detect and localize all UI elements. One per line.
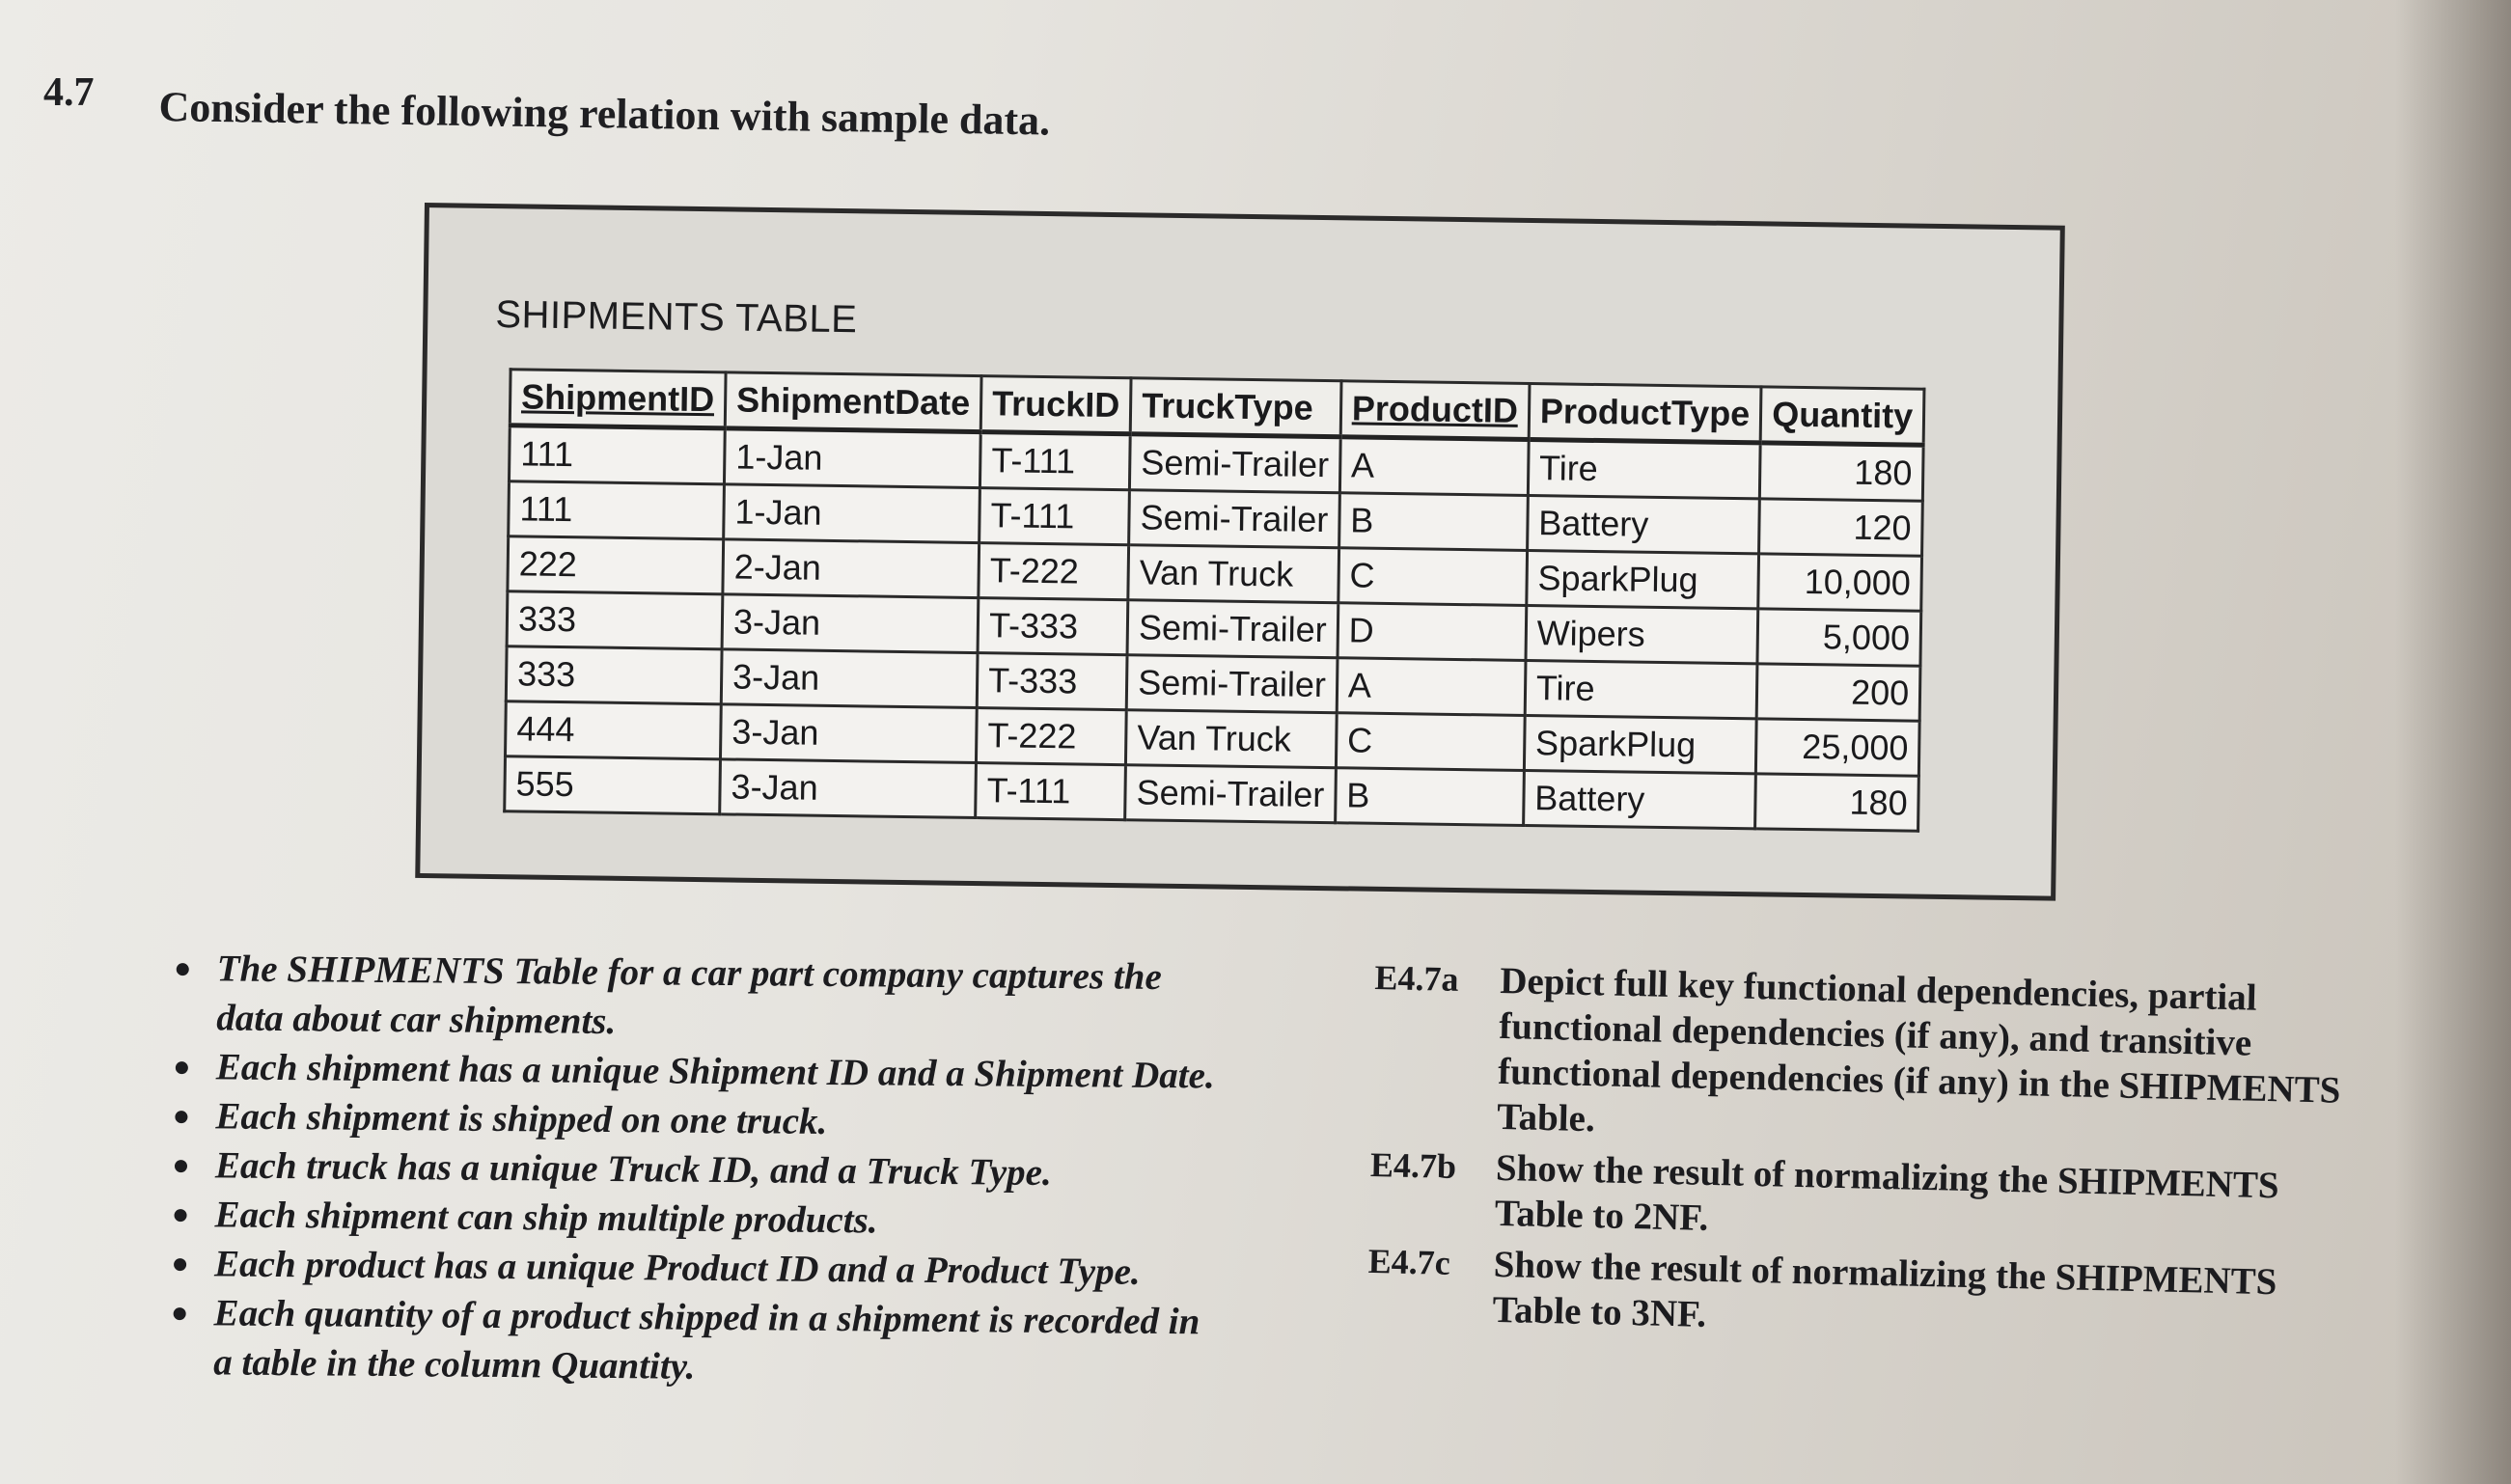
requirements-list xyxy=(165,944,1230,1396)
table-cell: 3-Jan xyxy=(722,594,979,653)
column-header: ProductID xyxy=(1340,381,1530,440)
table-cell: A xyxy=(1339,437,1529,496)
table-cell: D xyxy=(1338,603,1527,661)
column-header: ShipmentID xyxy=(510,370,726,428)
question-text: Show the result of normalizing the SHIPMENTS Table to 3NF. xyxy=(1492,1243,2277,1335)
table-cell: T-222 xyxy=(977,708,1127,765)
question-id: E4.7c xyxy=(1367,1241,1451,1282)
list-item: The SHIPMENTS Table for a car part company captures the data about car shipments. xyxy=(168,944,1230,1052)
table-cell: 180 xyxy=(1760,443,1924,501)
table-cell: 111 xyxy=(509,426,725,484)
table-cell: T-333 xyxy=(977,653,1127,710)
table-cell: 111 xyxy=(509,481,725,539)
table-cell: 25,000 xyxy=(1756,719,1920,776)
table-cell: Semi-Trailer xyxy=(1125,765,1336,823)
column-header: ShipmentDate xyxy=(725,372,981,432)
table-cell: 1-Jan xyxy=(724,484,980,543)
table-cell: 555 xyxy=(505,756,721,814)
table-cell: Tire xyxy=(1528,439,1760,498)
question-item xyxy=(1368,1142,2364,1255)
table-cell: B xyxy=(1338,493,1528,551)
table-cell: Van Truck xyxy=(1128,545,1338,603)
column-header: TruckType xyxy=(1130,378,1340,437)
exercise-title: Consider the following relation with sample data. xyxy=(158,82,1051,145)
table-cell: SparkPlug xyxy=(1524,715,1756,773)
table-cell: T-111 xyxy=(980,488,1130,545)
question-text: Show the result of normalizing the SHIPMENTS Table to 2NF. xyxy=(1494,1146,2280,1239)
table-cell: 2-Jan xyxy=(723,539,980,598)
table-cell: T-111 xyxy=(980,432,1130,490)
table-cell: Battery xyxy=(1527,495,1759,553)
question-item xyxy=(1371,955,2369,1159)
table-cell: T-111 xyxy=(976,763,1126,820)
list-item: Each shipment has a unique Shipment ID and a Shipment Date. xyxy=(168,1042,1229,1101)
table-cell: 444 xyxy=(505,701,721,759)
page-edge-shadow xyxy=(2395,0,2511,1484)
list-item: Each product has a unique Product ID and a Product Type. xyxy=(166,1239,1228,1298)
table-cell: Semi-Trailer xyxy=(1126,655,1337,713)
shipments-table xyxy=(503,368,1925,832)
exercise-number: 4.7 xyxy=(43,70,95,115)
table-cell: A xyxy=(1337,658,1526,716)
list-item: Each shipment is shipped on one truck. xyxy=(167,1091,1228,1150)
question-text: Depict full key functional dependencies, partial functional dependencies (if any), and transitive functional dependencies (if any) in the SHIPMENTS Table. xyxy=(1496,959,2341,1140)
table-cell: 200 xyxy=(1756,664,1920,721)
table-cell: Semi-Trailer xyxy=(1127,600,1338,658)
question-item xyxy=(1366,1239,2362,1352)
table-cell: C xyxy=(1336,713,1525,771)
exercise-questions xyxy=(1366,955,2369,1358)
table-cell: T-222 xyxy=(979,543,1129,600)
table-cell: Tire xyxy=(1525,660,1757,718)
column-header: Quantity xyxy=(1760,387,1924,445)
table-cell: B xyxy=(1335,768,1524,826)
column-header: TruckID xyxy=(980,376,1131,434)
table-cell: Wipers xyxy=(1526,605,1758,663)
list-item: Each quantity of a product shipped in a shipment is recorded in a table in the column Quantity. xyxy=(165,1288,1228,1396)
table-cell: 3-Jan xyxy=(721,649,978,708)
table-cell: C xyxy=(1338,548,1528,606)
table-cell: 333 xyxy=(506,646,722,704)
shipments-table-box xyxy=(415,203,2065,901)
table-cell: 10,000 xyxy=(1758,554,1922,611)
table-cell: 222 xyxy=(508,536,724,594)
table-cell: 3-Jan xyxy=(720,759,977,818)
table-cell: 3-Jan xyxy=(720,704,977,763)
table-cell: 120 xyxy=(1759,499,1923,556)
column-header: ProductType xyxy=(1529,384,1761,443)
list-item: Each truck has a unique Truck ID, and a Truck Type. xyxy=(167,1140,1228,1199)
table-cell: Semi-Trailer xyxy=(1130,434,1340,493)
table-cell: 333 xyxy=(507,591,723,649)
table-cell: Battery xyxy=(1523,770,1755,828)
table-cell: T-333 xyxy=(978,598,1128,655)
table-cell: Van Truck xyxy=(1126,710,1337,768)
table-cell: 5,000 xyxy=(1757,609,1921,666)
table-cell: 1-Jan xyxy=(724,428,980,488)
question-id: E4.7a xyxy=(1374,957,1459,999)
table-cell: 180 xyxy=(1755,774,1919,831)
table-cell: SparkPlug xyxy=(1527,550,1759,608)
question-id: E4.7b xyxy=(1369,1144,1457,1186)
list-item: Each shipment can ship multiple products. xyxy=(166,1190,1228,1249)
table-caption: SHIPMENTS TABLE xyxy=(495,293,858,342)
table-cell: Semi-Trailer xyxy=(1129,490,1339,548)
